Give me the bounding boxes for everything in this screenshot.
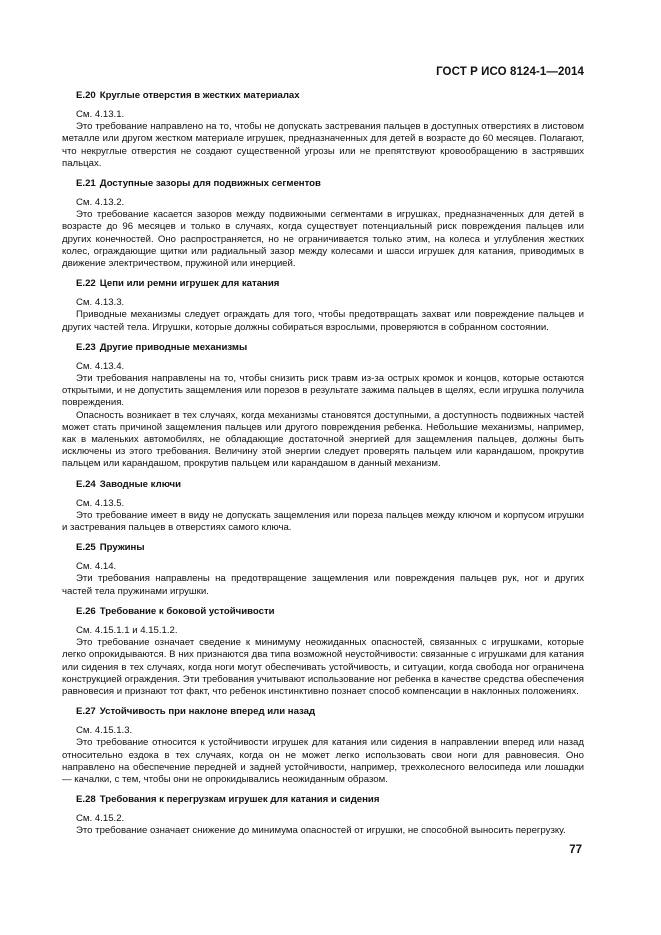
section-reference: См. 4.13.3. — [76, 297, 125, 309]
section-title: Заводные ключи — [99, 478, 181, 490]
section-paragraph: Это требование означает снижение до минимума опасностей от игрушки, не способной выносить перегрузку. — [76, 825, 566, 837]
section-paragraph: Это требование относится к устойчивости игрушек для катания или сидения в направлении вперед или назад относительно ездока в тех случаях, когда он не может легко использовать свои ноги для равновесия. Оно направлено на обеспечение передней и задней устойчивости, например, трехколесного велосипеда или лошадки — качалки, с тем, чтобы они не опрокидывались неожиданным образом. — [62, 737, 584, 785]
section-reference: См. 4.13.1. — [76, 109, 125, 120]
section-reference: См. 4.13.5. — [76, 497, 125, 509]
section-paragraph: Это требование направлено на то, чтобы не допускать застревания пальцев в доступных отверстиях в листовом металле или другом жестком материале игрушек, предназначенных для детей в возрасте до 60 месяцев. Полагают, что некруглые отверстия не создают существенной угрозы или не препятствуют кровообращению в застрявших пальцах. — [62, 121, 584, 169]
section-e-21 — [62, 178, 584, 270]
section-e-22 — [62, 278, 584, 334]
section-title: Другие приводные механизмы — [99, 341, 248, 353]
section-e-23 — [62, 342, 584, 471]
page-body — [62, 90, 584, 838]
section-paragraph: Опасность возникает в тех случаях, когда механизмы становятся доступными, а доступность подвижных частей может стать причиной защемления пальцев или другого повреждения ребенка. Небольшие механизмы, например, как в маленьких автомобилях, не обладающие достаточной энергией для защемления пальцев, должны быть исключены из этого требования. Величину этой энергии следует проверять пальцем или карандашом, прокрутив пальцем или карандашом, прокрутив пальцем или карандашом в данный механизм. — [62, 409, 584, 470]
section-heading — [76, 479, 584, 491]
section-title: Требования к перегрузкам игрушек для катания и сидения — [99, 794, 380, 806]
section-e-24 — [62, 479, 584, 535]
section-e-28 — [62, 794, 584, 837]
section-reference: См. 4.13.2. — [76, 197, 125, 209]
section-heading — [76, 342, 584, 354]
section-paragraph: Это требование означает сведение к минимуму неожиданных опасностей, связанных с игрушками, которые легко опрокидываются. В них признаются два типа возможной неустойчивости: связанные с игрушками для катания или сидения в тех случаях, когда ноги могут обеспечивать устойчивость, и ситуации, когда свобода ног ограничена конструкцией ограждения. Эти требования учитывают использование ног ребенка в качестве средства обеспечения равновесия и признают тот факт, что ребенок инстинктивно познает способ компенсации в наклонных положениях. — [62, 637, 584, 697]
section-title: Круглые отверстия в жестких материалах — [99, 90, 300, 101]
section-number: E.20 — [76, 90, 96, 101]
section-number: E.22 — [76, 278, 96, 290]
section-heading — [76, 178, 584, 190]
section-reference: См. 4.13.4. — [76, 360, 125, 372]
section-number: E.27 — [76, 706, 96, 718]
section-heading — [76, 278, 584, 290]
section-reference: См. 4.15.1.3. — [76, 725, 133, 737]
section-heading — [76, 542, 584, 554]
section-title: Пружины — [99, 542, 145, 554]
section-title: Доступные зазоры для подвижных сегментов — [99, 178, 321, 190]
section-reference: См. 4.15.2. — [76, 813, 125, 825]
section-e-27 — [62, 706, 584, 786]
section-heading — [76, 794, 584, 806]
section-heading — [76, 706, 584, 718]
section-paragraph: Приводные механизмы следует ограждать для того, чтобы предотвращать захват или повреждение пальцев и других частей тела. Игрушки, которые должны собираться взрослыми, проверяются в собранном состоянии. — [62, 309, 584, 333]
page-number: 77 — [569, 844, 582, 856]
section-number: E.28 — [76, 794, 96, 806]
section-e-26 — [62, 606, 584, 698]
section-paragraph: Эти требования направлены на предотвращение защемления или повреждения пальцев рук, ног и других частей тела пружинами игрушки. — [62, 573, 584, 597]
section-e-25 — [62, 542, 584, 598]
section-title: Цепи или ремни игрушек для катания — [99, 278, 280, 290]
section-reference: См. 4.14. — [76, 561, 117, 573]
section-heading — [76, 606, 584, 618]
section-number: E.26 — [76, 605, 96, 617]
section-number: E.21 — [76, 178, 96, 190]
section-title: Требование к боковой устойчивости — [99, 605, 275, 617]
document-id-header: ГОСТ Р ИСО 8124-1—2014 — [436, 66, 584, 78]
section-number: E.23 — [76, 341, 96, 353]
section-number: E.24 — [76, 478, 96, 490]
section-heading — [76, 90, 584, 102]
section-number: E.25 — [76, 542, 96, 554]
section-paragraph: Эти требования направлены на то, чтобы снизить риск травм из-за острых кромок и концов, которые остаются открытыми, и не допустить защемления или порезов в результате зажима пальцев в щелях, если игрушка получила повреждения. — [62, 373, 584, 409]
section-paragraph: Это требование имеет в виду не допускать защемления или пореза пальцев между ключом и корпусом игрушки и застревания пальцев в отверстиях самого ключа. — [62, 509, 584, 534]
section-paragraph: Это требование касается зазоров между подвижными сегментами в игрушках, предназначенных для детей в возрасте до 96 месяцев и только в случаях, когда существует потенциальный риск повреждения пальцев или других конечностей. Оно распространяется, но не ограничивается только этим, на колеса и углубления жестких колес, ограждающие щитки или радиальный зазор между колесами и шасси игрушек для катания, приводимых в движение электричеством, пружиной или инерцией. — [62, 209, 584, 270]
section-reference: См. 4.15.1.1 и 4.15.1.2. — [76, 624, 178, 636]
section-title: Устойчивость при наклоне вперед или назад — [99, 706, 316, 718]
section-e-20 — [62, 90, 584, 170]
